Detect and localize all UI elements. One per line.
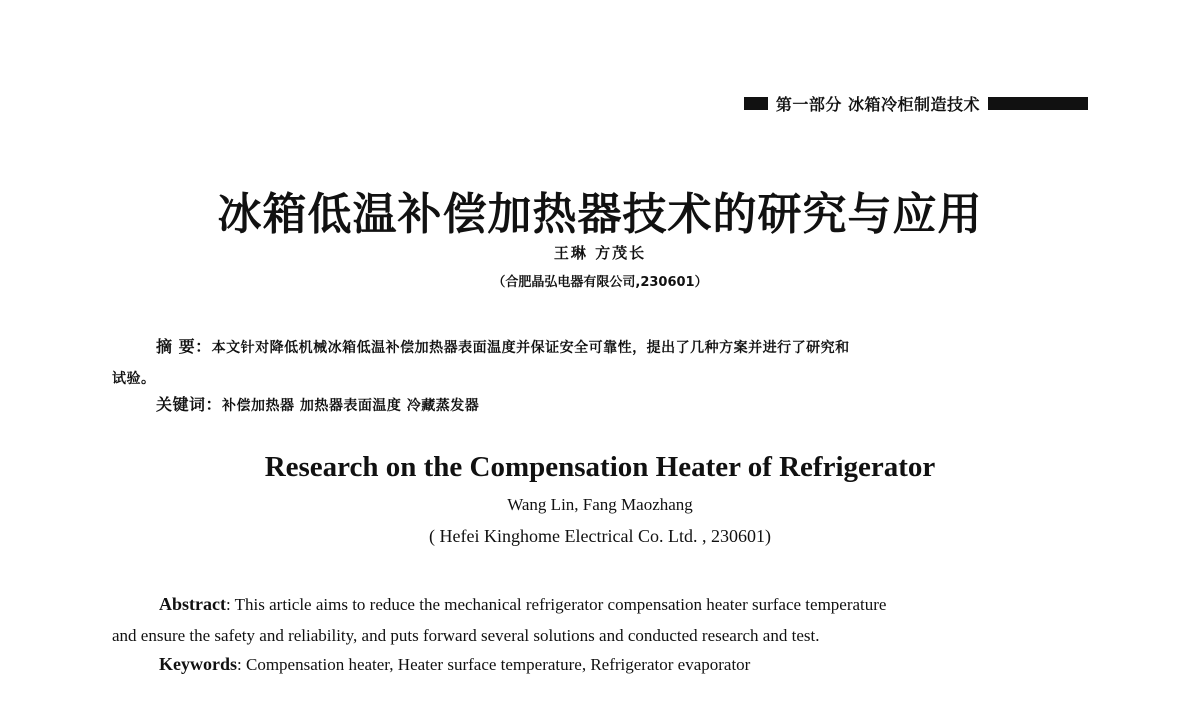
abstract-en-line2: and ensure the safety and reliability, and puts forward several solutions and conducted research and test. bbox=[112, 626, 820, 645]
keywords-cn-text: 补偿加热器 加热器表面温度 冷藏蒸发器 bbox=[222, 398, 480, 414]
authors-en: Wang Lin, Fang Maozhang bbox=[507, 495, 693, 514]
keywords-en-text: Compensation heater, Heater surface temperature, Refrigerator evaporator bbox=[241, 655, 751, 674]
section-label: 第一部分 冰箱冷柜制造技术 bbox=[775, 95, 980, 114]
abstract-cn-text1: 本文针对降低机械冰箱低温补偿加热器表面温度并保证安全可靠性，提出了几种方案并进行了研究和 bbox=[211, 340, 850, 356]
keywords-en bbox=[159, 654, 750, 675]
paper-title-cn: 冰箱低温补偿加热器技术的研究与应用 bbox=[217, 189, 983, 240]
abstract-cn-line2: 试验。 bbox=[112, 371, 156, 387]
paper-title-en: Research on the Compensation Heater of Refrigerator bbox=[264, 451, 936, 483]
affiliation-en: ( Hefei Kinghome Electrical Co. Ltd. , 230601) bbox=[429, 526, 771, 546]
keywords-cn-label: 关键词： bbox=[156, 395, 223, 414]
abstract-cn bbox=[112, 331, 1097, 395]
abstract-en-text1: This article aims to reduce the mechanical refrigerator compensation heater surface temperature bbox=[230, 595, 887, 614]
abstract-en bbox=[112, 589, 1102, 651]
header-bar-left bbox=[744, 97, 768, 110]
keywords-en-label: Keywords bbox=[159, 654, 237, 674]
authors-cn: 王琳 方茂长 bbox=[553, 244, 647, 262]
affiliation-cn: （合肥晶弘电器有限公司,230601） bbox=[492, 275, 708, 290]
abstract-cn-label: 摘 要： bbox=[156, 337, 212, 356]
header-bar-right bbox=[988, 97, 1088, 110]
abstract-en-line1 bbox=[112, 589, 1102, 620]
running-header bbox=[744, 92, 1088, 115]
keywords-cn bbox=[156, 392, 479, 415]
abstract-en-sep: : bbox=[225, 595, 231, 614]
abstract-en-label: Abstract bbox=[159, 594, 226, 614]
abstract-cn-line1 bbox=[112, 331, 1097, 364]
keywords-en-sep: : bbox=[237, 655, 242, 674]
